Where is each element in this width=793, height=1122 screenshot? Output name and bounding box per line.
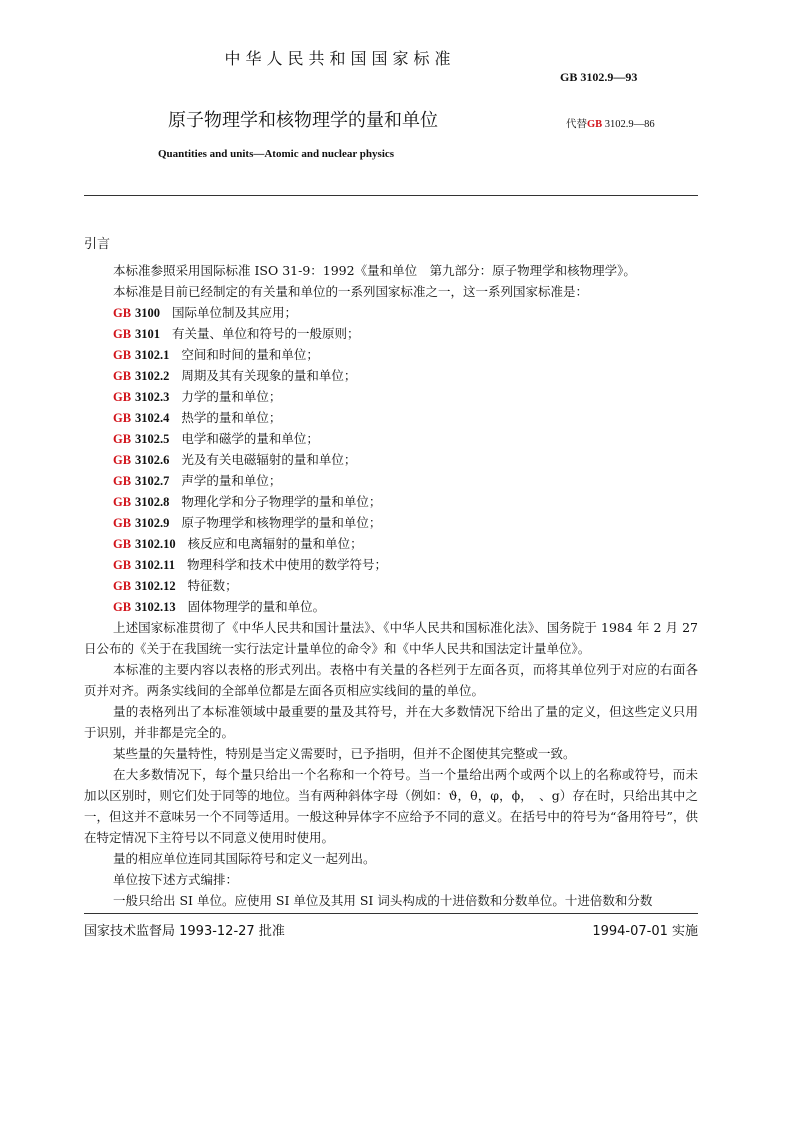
standard-description: 国际单位制及其应用； <box>172 305 298 320</box>
document-title-cn: 原子物理学和核物理学的量和单位 <box>168 110 438 131</box>
body-paragraph-3: 量的表格列出了本标准领域中最重要的量及其符号，并在大多数情况下给出了量的定义，但这些定义只用于识别，并非都是完全的。 <box>84 704 698 740</box>
standard-code: GB <box>113 327 132 341</box>
standard-code: GB <box>113 432 132 446</box>
standard-description: 周期及其有关现象的量和单位； <box>181 368 357 383</box>
standard-code: GB <box>113 558 132 572</box>
standard-item <box>113 344 387 365</box>
standard-code: GB <box>113 537 132 551</box>
standard-number-item: 3102.2 <box>135 369 170 383</box>
implementation-date: 1994-07-01 实施 <box>592 924 698 939</box>
standard-number-item: 3102.4 <box>135 411 170 425</box>
standard-number-item: 3101 <box>135 327 161 341</box>
standard-description: 有关量、单位和符号的一般原则； <box>172 326 360 341</box>
body-paragraph-8: 一般只给出 SI 单位。应使用 SI 单位及其用 SI 词头构成的十进倍数和分数单位。十进倍数和分数 <box>113 893 653 908</box>
standard-number <box>560 70 637 85</box>
intro-paragraph-1: 本标准参照采用国际标准 ISO 31-9：1992《量和单位 第九部分：原子物理学和核物理学》。 <box>113 263 636 278</box>
standard-description: 力学的量和单位； <box>181 389 282 404</box>
standard-description: 声学的量和单位； <box>181 473 282 488</box>
standard-code: GB <box>113 516 132 530</box>
standard-item <box>113 386 387 407</box>
standard-description: 热学的量和单位； <box>181 410 282 425</box>
standard-description: 光及有关电磁辐射的量和单位； <box>181 452 357 467</box>
standard-item <box>113 512 387 533</box>
standard-code: GB <box>113 390 132 404</box>
body-paragraphs <box>84 617 698 911</box>
standard-item <box>113 554 387 575</box>
replaces-label: 代替 <box>566 119 587 130</box>
standard-code: GB <box>113 369 132 383</box>
replaces-number: 3102.9—86 <box>604 119 655 130</box>
standard-item <box>113 575 387 596</box>
standard-item <box>113 323 387 344</box>
standard-number-item: 3102.12 <box>135 579 176 593</box>
header-divider <box>84 195 698 196</box>
standard-number-item: 3102.1 <box>135 348 170 362</box>
standard-number-item: 3102.6 <box>135 453 170 467</box>
standard-number-item: 3102.13 <box>135 600 176 614</box>
footer-divider <box>84 913 698 914</box>
standard-description: 固体物理学的量和单位。 <box>187 599 326 614</box>
standard-number-item: 3102.3 <box>135 390 170 404</box>
intro-paragraph-2: 本标准是目前已经制定的有关量和单位的一系列国家标准之一，这一系列国家标准是： <box>113 284 589 299</box>
standard-item <box>113 596 387 617</box>
intro-paragraphs <box>84 260 698 302</box>
standard-number-item: 3102.10 <box>135 537 176 551</box>
standard-item <box>113 491 387 512</box>
standard-item <box>113 533 387 554</box>
standard-description: 核反应和电离辐射的量和单位； <box>187 536 363 551</box>
standard-code: GB <box>113 600 132 614</box>
body-paragraph-4: 某些量的矢量特性，特别是当定义需要时，已予指明，但并不企图使其完整或一致。 <box>113 746 576 761</box>
standard-description: 空间和时间的量和单位； <box>181 347 319 362</box>
header-organization: 中华人民共和国国家标准 <box>224 49 456 68</box>
standard-item <box>113 302 387 323</box>
standard-description: 物理化学和分子物理学的量和单位； <box>181 494 382 509</box>
standard-number-item: 3100 <box>135 306 161 320</box>
body-paragraph-5: 在大多数情况下，每个量只给出一个名称和一个符号。当一个量给出两个或两个以上的名称或符号，而未加以区别时，则它们处于同等的地位。当有两种斜体字母（例如：ϑ，θ，φ，ϕ， 、g）存在时，只给出其中之一，但这并不意味另一个不同等适用。一般这种异体字不应给予不同的意义。在括号中的符号为“备用符号”，供在特定情况下主符号以不同意义使用时使用。 <box>84 767 698 845</box>
approval-date: 国家技术监督局 1993-12-27 批准 <box>84 924 285 939</box>
standard-code: GB <box>113 474 132 488</box>
standard-description: 特征数； <box>187 578 238 593</box>
standard-item <box>113 470 387 491</box>
standard-number-value: 3102.9—93 <box>580 70 638 84</box>
standard-description: 原子物理学和核物理学的量和单位； <box>181 515 382 530</box>
standard-number-item: 3102.5 <box>135 432 170 446</box>
standard-item <box>113 449 387 470</box>
body-paragraph-6: 量的相应单位连同其国际符号和定义一起列出。 <box>113 851 376 866</box>
standard-code: GB <box>113 411 132 425</box>
standard-description: 物理科学和技术中使用的数学符号； <box>186 557 387 572</box>
standard-number-item: 3102.8 <box>135 495 170 509</box>
standard-code: GB <box>113 348 132 362</box>
standard-code: GB <box>113 453 132 467</box>
body-paragraph-2: 本标准的主要内容以表格的形式列出。表格中有关量的各栏列于左面各页，而将其单位列于对应的右面各页并对齐。两条实线间的全部单位都是左面各页相应实线间的量的单位。 <box>84 662 698 698</box>
section-title: 引言 <box>84 237 111 252</box>
standard-item <box>113 407 387 428</box>
standard-item <box>113 428 387 449</box>
standard-number-item: 3102.11 <box>135 558 175 572</box>
standard-number-item: 3102.9 <box>135 516 170 530</box>
document-title-en: Quantities and units—Atomic and nuclear physics <box>158 148 395 160</box>
replaces-note <box>566 116 655 131</box>
standard-description: 电学和磁学的量和单位； <box>181 431 319 446</box>
standards-list <box>113 302 387 617</box>
body-paragraph-1: 上述国家标准贯彻了《中华人民共和国计量法》、《中华人民共和国标准化法》、国务院于 1984 年 2 月 27 日公布的《关于在我国统一实行法定计量单位的命令》和《中华人民共和国法定计量单位》。 <box>84 620 698 656</box>
standard-code: GB <box>113 495 132 509</box>
standard-prefix: GB <box>560 70 578 84</box>
standard-number-item: 3102.7 <box>135 474 170 488</box>
replaces-prefix: GB <box>587 119 603 130</box>
standard-code: GB <box>113 579 132 593</box>
body-paragraph-7: 单位按下述方式编排： <box>113 872 239 887</box>
standard-code: GB <box>113 306 132 320</box>
standard-item <box>113 365 387 386</box>
